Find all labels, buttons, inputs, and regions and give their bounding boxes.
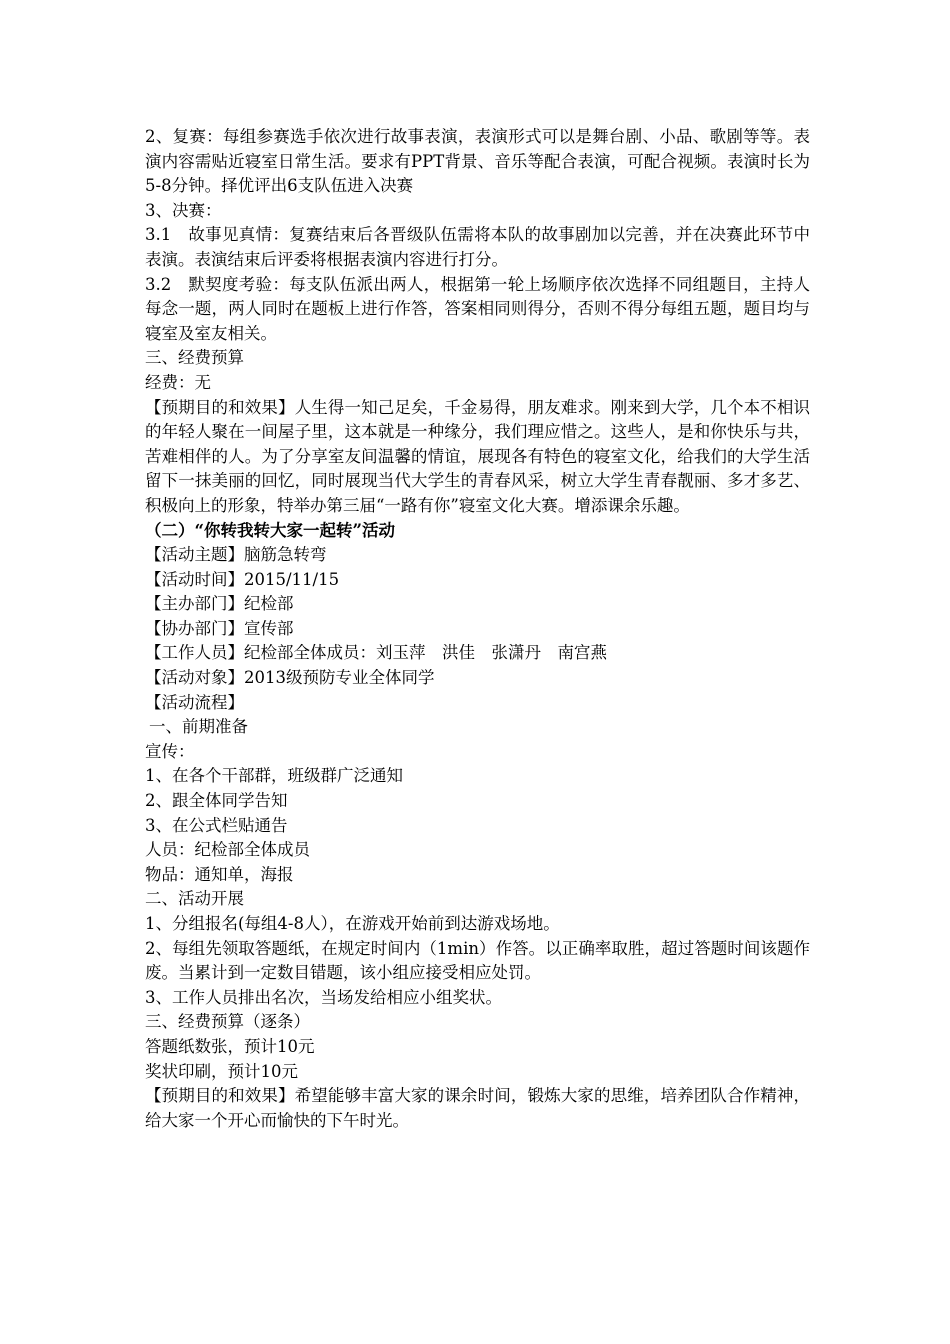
paragraph-final-3-1: 3.1 故事见真情：复赛结束后各晋级队伍需将本队的故事剧加以完善，并在决赛此环节中表演。表演结束后评委将根据表演内容进行打分。 (145, 225, 810, 269)
paragraph-final-3-2: 3.2 默契度考验：每支队伍派出两人，根据第一轮上场顺序依次选择不同组题目，主持人每念一题，两人同时在题板上进行作答，答案相同则得分，否则不得分每组五题，题目均与寝室及室友相关。 (145, 274, 810, 343)
field-date: 【活动时间】2015/11/15 (145, 569, 340, 589)
paragraph-final-heading: 3、决赛： (145, 200, 222, 220)
paragraph-expected-effect-1: 【预期目的和效果】人生得一知己足矣，千金易得，朋友难求。刚来到大学，几个本不相识的年轻人聚在一间屋子里，这本就是一种缘分，我们理应惜之。这些人，是和你快乐与共，苦难相伴的人。为了分享室友间温馨的情谊，展现各有特色的寝室文化，给我们的大学生活留下一抹美丽的回忆，同时展现当代大学生的青春风采，树立大学生青春靓丽、多才多艺、积极向上的形象，特举办第三届“一路有你”寝室文化大赛。增添课余乐趣。 (145, 397, 810, 515)
field-staff: 【工作人员】纪检部全体成员：刘玉萍 洪佳 张潇丹 南宫燕 (145, 643, 607, 663)
field-audience: 【活动对象】2013级预防专业全体同学 (145, 668, 435, 688)
list-item: 2、每组先领取答题纸，在规定时间内（1min）作答。以正确率取胜，超过答题时间该题作废。当累计到一定数目错题，该小组应接受相应处罚。 (145, 938, 810, 983)
section-budget-detail-heading: 三、经费预算（逐条） (145, 1012, 310, 1032)
field-theme: 【活动主题】脑筋急转弯 (145, 545, 327, 565)
field-co-host-dept: 【协办部门】宣传部 (145, 618, 294, 638)
section-budget-heading: 三、经费预算 (145, 348, 244, 368)
document-page (145, 125, 810, 1133)
field-host-dept: 【主办部门】纪检部 (145, 594, 294, 614)
paragraph-materials: 物品：通知单，海报 (145, 864, 294, 884)
field-process: 【活动流程】 (145, 692, 244, 712)
list-item: 3、在公式栏贴通告 (145, 815, 288, 835)
list-item: 1、在各个干部群，班级群广泛通知 (145, 766, 403, 786)
list-item: 3、工作人员排出名次，当场发给相应小组奖状。 (145, 987, 502, 1007)
section-activity-heading: 二、活动开展 (145, 889, 244, 909)
section-preparation-heading: 一、前期准备 (149, 717, 248, 737)
paragraph-expected-effect-2: 【预期目的和效果】希望能够丰富大家的课余时间，锻炼大家的思维，培养团队合作精神，给大家一个开心而愉快的下午时光。 (145, 1086, 810, 1130)
paragraph-semifinal: 2、复赛：每组参赛选手依次进行故事表演，表演形式可以是舞台剧、小品、歌剧等等。表演内容需贴近寝室日常生活。要求有PPT背景、音乐等配合表演，可配合视频。表演时长为5-8分钟。择优评出6支队伍进入决赛 (145, 127, 810, 196)
paragraph-publicity: 宣传： (145, 741, 195, 761)
activity-2-title: （二）“你转我转大家一起转”活动 (145, 520, 395, 540)
list-item: 2、跟全体同学告知 (145, 791, 288, 811)
paragraph-budget: 经费：无 (145, 372, 211, 392)
budget-item: 答题纸数张，预计10元 (145, 1036, 315, 1056)
list-item: 1、分组报名(每组4-8人），在游戏开始前到达游戏场地。 (145, 914, 560, 933)
paragraph-personnel: 人员：纪检部全体成员 (145, 840, 310, 860)
budget-item: 奖状印刷，预计10元 (145, 1061, 298, 1081)
